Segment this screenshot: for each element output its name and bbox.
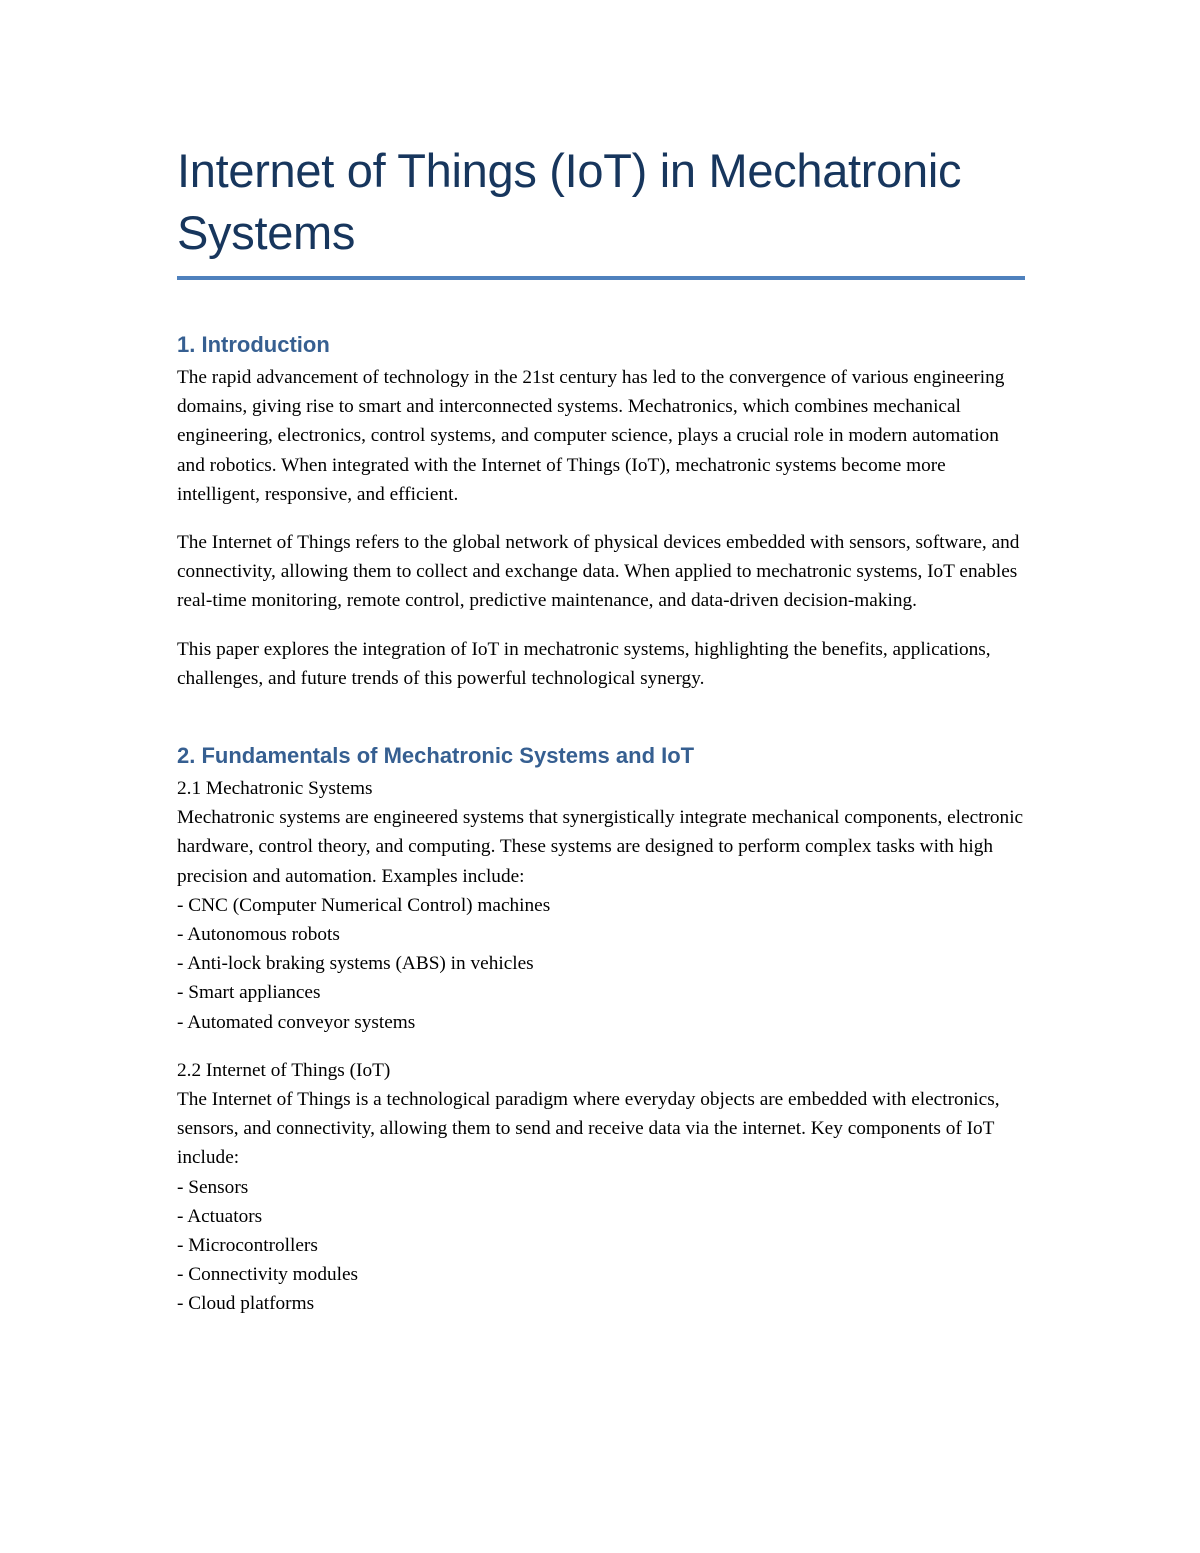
document-title: Internet of Things (IoT) in Mechatronic Systems [177, 144, 962, 259]
list-item: - Actuators [177, 1202, 1025, 1231]
list-item: - Autonomous robots [177, 920, 1025, 949]
mechatronic-examples-list [177, 891, 1025, 1037]
list-item: - Microcontrollers [177, 1231, 1025, 1260]
list-item: - Anti-lock braking systems (ABS) in vehicles [177, 949, 1025, 978]
intro-paragraph-2: The Internet of Things refers to the global network of physical devices embedded with sensors, software, and connectivity, allowing them to collect and exchange data. When applied to mechatronic systems, IoT enables real-time monitoring, remote control, predictive maintenance, and data-driven decision-making. [177, 532, 1020, 612]
title-underline [177, 276, 1025, 280]
list-item: - Smart appliances [177, 978, 1025, 1007]
list-item: - CNC (Computer Numerical Control) machines [177, 891, 1025, 920]
intro-paragraph-3: This paper explores the integration of IoT in mechatronic systems, highlighting the benefits, applications, challenges, and future trends of this powerful technological synergy. [177, 638, 991, 689]
subsection-title-mechatronic: 2.1 Mechatronic Systems [177, 778, 373, 800]
iot-paragraph: The Internet of Things is a technological paradigm where everyday objects are embedded with electronics, sensors, and connectivity, allowing them to send and receive data via the internet. Key components of IoT include: [177, 1089, 1000, 1169]
list-item: - Sensors [177, 1173, 1025, 1202]
subsection-title-iot: 2.2 Internet of Things (IoT) [177, 1059, 391, 1081]
document-page [177, 140, 1025, 1319]
list-item: - Automated conveyor systems [177, 1008, 1025, 1037]
iot-components-list [177, 1173, 1025, 1319]
intro-paragraph-1: The rapid advancement of technology in the 21st century has led to the convergence of various engineering domains, giving rise to smart and interconnected systems. Mechatronics, which combines mechanical engineering, electronics, control systems, and computer science, plays a crucial role in modern automation and robotics. When integrated with the Internet of Things (IoT), mechatronic systems become more intelligent, responsive, and efficient. [177, 367, 1005, 505]
section-heading-introduction: 1. Introduction [177, 332, 330, 357]
list-item: - Cloud platforms [177, 1289, 1025, 1318]
mechatronic-paragraph: Mechatronic systems are engineered systems that synergistically integrate mechanical components, electronic hardware, control theory, and computing. These systems are designed to perform complex tasks with high precision and automation. Examples include: [177, 807, 1024, 887]
list-item: - Connectivity modules [177, 1260, 1025, 1289]
section-heading-fundamentals: 2. Fundamentals of Mechatronic Systems and IoT [177, 743, 695, 769]
